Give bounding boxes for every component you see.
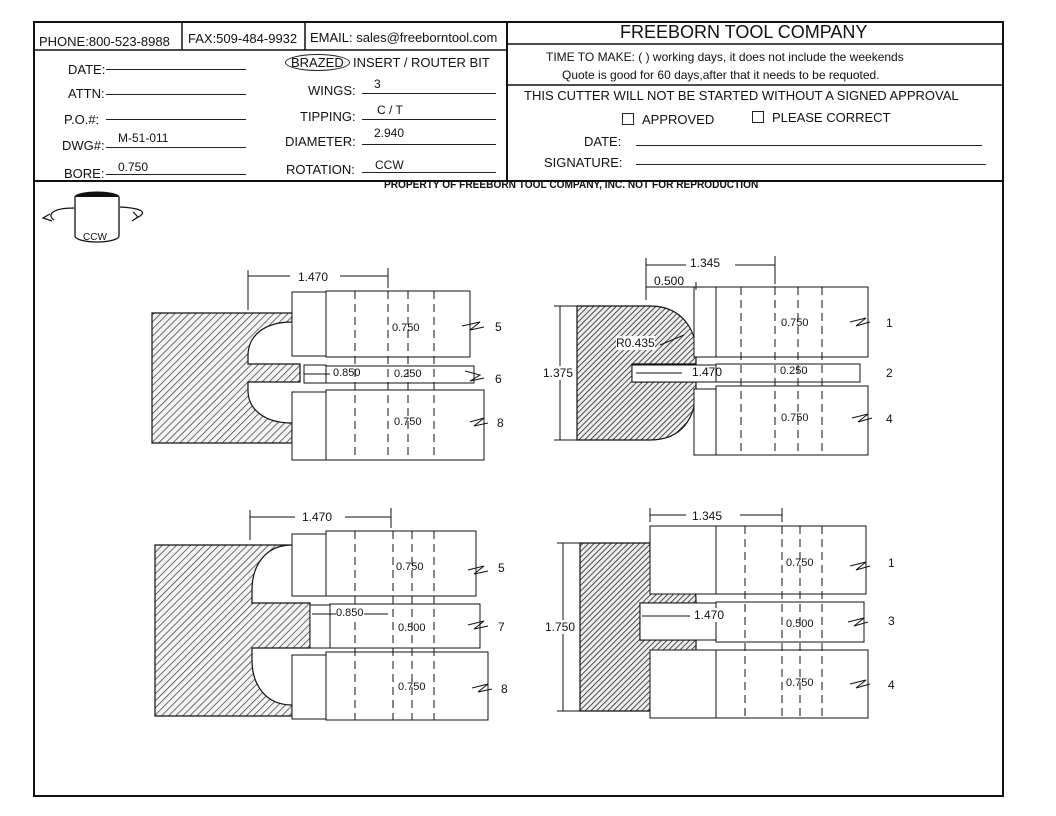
drawing-4-cutter-1-height: 0.750 bbox=[786, 557, 814, 569]
bore-value: 0.750 bbox=[118, 160, 149, 174]
date-label: DATE: bbox=[68, 62, 106, 77]
drawing-2-inner-dim: 1.470 bbox=[692, 365, 723, 379]
drawing-3-cutter-1-height: 0.750 bbox=[396, 561, 424, 573]
drawing-4-cutter-2-height: 0.500 bbox=[786, 618, 814, 630]
drawing-4-width-dim: 1.345 bbox=[692, 509, 723, 523]
drawing-3-cutter-3-height: 0.750 bbox=[398, 681, 426, 693]
bore-label: BORE: bbox=[64, 166, 105, 181]
tipping-label: TIPPING: bbox=[300, 109, 356, 124]
drawing-3-width-dim: 1.470 bbox=[302, 510, 333, 524]
drawing-2-cutter-3-height: 0.750 bbox=[781, 412, 809, 424]
drawing-3-cutter-2-height: 0.500 bbox=[398, 622, 426, 634]
drawing-1-width-dim: 1.470 bbox=[298, 270, 329, 284]
drawing-1-cutter-1-height: 0.750 bbox=[392, 322, 420, 334]
drawing-2-cutter-3-number: 4 bbox=[886, 412, 893, 426]
rotation-value: CCW bbox=[375, 158, 404, 172]
insert-router-bit-options: INSERT / ROUTER BIT bbox=[353, 55, 490, 70]
time-to-make-text: TIME TO MAKE: ( ) working days, it does not include the weekends bbox=[546, 50, 904, 64]
drawing-1-inner-dim: 0.850 bbox=[333, 367, 361, 379]
brazed-option-circled[interactable]: BRAZED bbox=[285, 54, 350, 71]
approved-label: APPROVED bbox=[642, 112, 715, 127]
property-notice: PROPERTY OF FREEBORN TOOL COMPANY, INC. NOT FOR REPRODUCTION bbox=[384, 179, 759, 191]
drawing-1-cutter-3-number: 8 bbox=[497, 416, 504, 430]
drawing-2-cutter-2-number: 2 bbox=[886, 366, 893, 380]
drawing-4-inner-dim: 1.470 bbox=[694, 608, 725, 622]
wings-label: WINGS: bbox=[308, 83, 356, 98]
approval-warning: THIS CUTTER WILL NOT BE STARTED WITHOUT A SIGNED APPROVAL bbox=[524, 88, 959, 103]
diameter-label: DIAMETER: bbox=[285, 134, 356, 149]
drawing-1-cutter-2-number: 6 bbox=[495, 372, 502, 386]
drawing-2-height-dim: 1.375 bbox=[543, 366, 574, 380]
drawing-2-radius: R0.435 bbox=[616, 336, 655, 350]
company-title: FREEBORN TOOL COMPANY bbox=[620, 22, 868, 42]
drawing-4-height-dim: 1.750 bbox=[545, 620, 576, 634]
email-address[interactable]: EMAIL: sales@freeborntool.com bbox=[310, 30, 498, 45]
drawing-2-cutter-2-height: 0.250 bbox=[780, 365, 808, 377]
po-label: P.O.#: bbox=[64, 112, 100, 127]
attn-label: ATTN: bbox=[68, 86, 105, 101]
fax-number: FAX:509-484-9932 bbox=[188, 31, 298, 46]
please-correct-label: PLEASE CORRECT bbox=[772, 110, 891, 125]
drawing-3-inner-dim: 0.850 bbox=[336, 607, 364, 619]
approval-date-label: DATE: bbox=[584, 134, 622, 149]
drawing-4-cutter-3-number: 4 bbox=[888, 678, 895, 692]
diameter-value: 2.940 bbox=[374, 126, 405, 140]
drawing-3-cutter-3-number: 8 bbox=[501, 682, 508, 696]
wings-value: 3 bbox=[374, 77, 381, 91]
signature-label: SIGNATURE: bbox=[544, 155, 623, 170]
drawing-1-cutter-1-number: 5 bbox=[495, 320, 502, 334]
drawing-4-cutter-2-number: 3 bbox=[888, 614, 895, 628]
tipping-value: C / T bbox=[377, 103, 403, 117]
drawing-1-cutter-2-height: 0.250 bbox=[394, 368, 422, 380]
ccw-icon-label: CCW bbox=[83, 232, 107, 243]
drawing-2-cutter-1-number: 1 bbox=[886, 316, 893, 330]
drawing-3-cutter-2-number: 7 bbox=[498, 620, 505, 634]
rotation-label: ROTATION: bbox=[286, 162, 355, 177]
drawing-4-cutter-3-height: 0.750 bbox=[786, 677, 814, 689]
dwg-label: DWG#: bbox=[62, 138, 105, 153]
quote-validity-text: Quote is good for 60 days,after that it needs to be requoted. bbox=[562, 68, 880, 82]
phone-number: PHONE:800-523-8988 bbox=[39, 34, 170, 49]
drawing-3-cutter-1-number: 5 bbox=[498, 561, 505, 575]
drawing-2-cutter-1-height: 0.750 bbox=[781, 317, 809, 329]
drawing-1-cutter-3-height: 0.750 bbox=[394, 416, 422, 428]
drawing-2-width-dim: 1.345 bbox=[690, 256, 721, 270]
drawing-4-cutter-1-number: 1 bbox=[888, 556, 895, 570]
drawing-2-offset-dim: 0.500 bbox=[654, 274, 685, 288]
dwg-value: M-51-011 bbox=[118, 131, 169, 145]
